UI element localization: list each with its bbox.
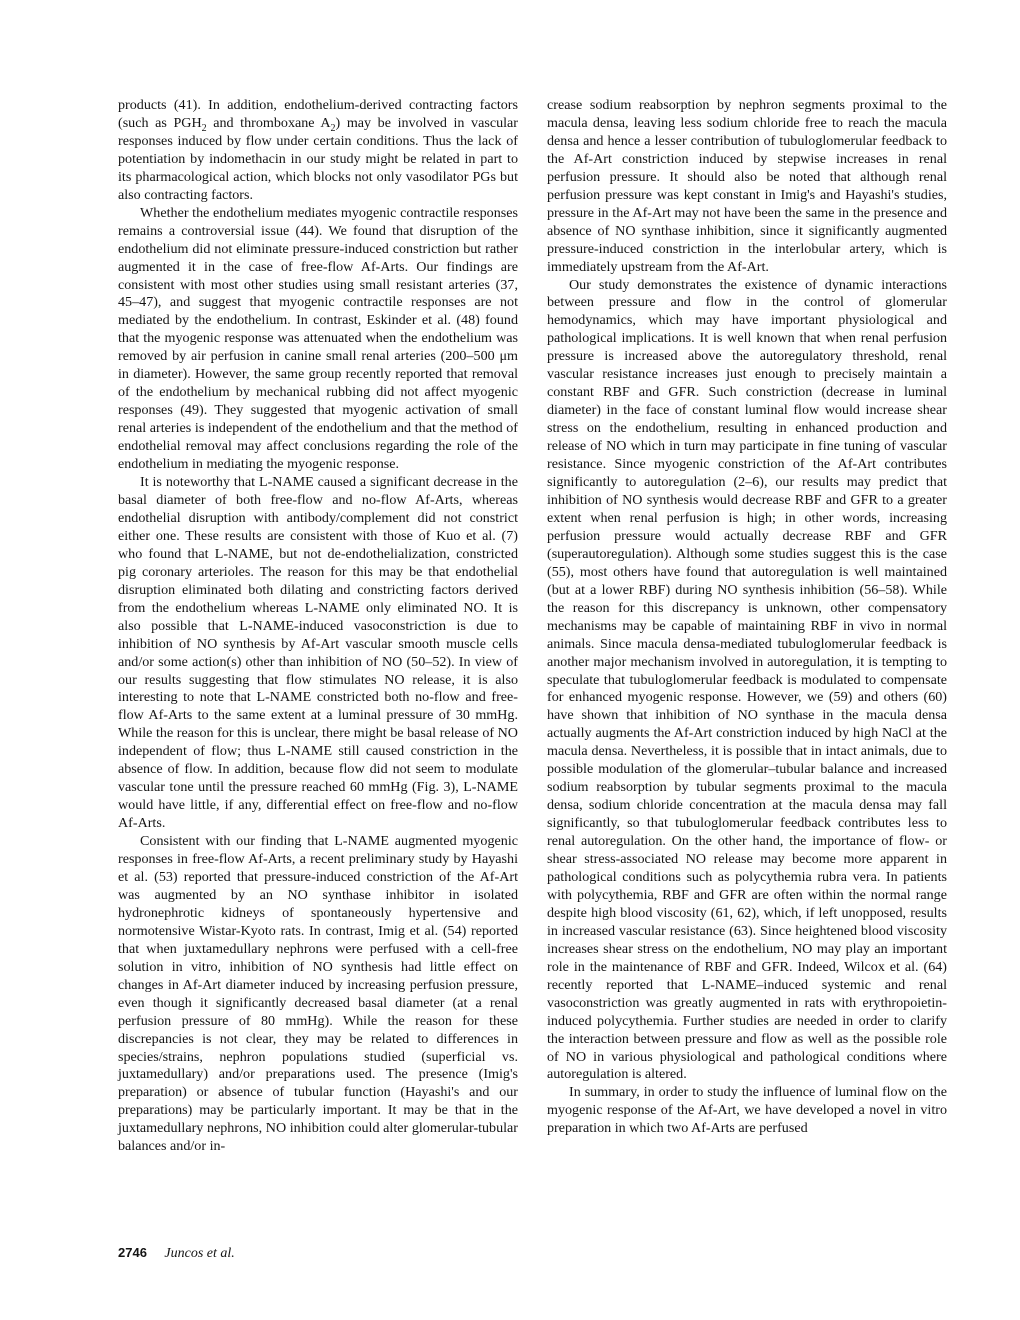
paragraph: Whether the endothelium mediates myogenic contractile responses remains a controversial issue (44). We found that disruption of the endothelium did not eliminate pressure-induced constriction but rather augmented it in the case of free-flow Af-Arts. Our findings are consistent with most other studies using small resistant arteries (37, 45–47), and suggest that myogenic contractile responses are not mediated by the endothelium. In contrast, Eskinder et al. (48) found that the myogenic response was attenuated when the endothelium was removed by air perfusion in canine small renal arteries (200–500 μm in diameter). However, the same group recently reported that removal of the endothelium by mechanical rubbing did not affect myogenic responses (49). They suggested that myogenic activation of small renal arteries is independent of the endothelium and that the method of endothelial removal may affect conclusions regarding the role of the endothelium in mediating the myogenic response. [118,204,518,473]
right-column [547,97,947,1138]
page-footer [118,1245,235,1262]
paragraph: It is noteworthy that L-NAME caused a significant decrease in the basal diameter of both free-flow and no-flow Af-Arts, whereas endothelial disruption with antibody/complement did not constrict either one. These results are consistent with those of Kuo et al. (7) who found that L-NAME, but not de-endothelialization, constricted pig coronary arterioles. The reason for this may be that endothelial disruption eliminated both dilating and constricting factors derived from the endothelium whereas L-NAME only eliminated NO. It is also possible that L-NAME-induced vasoconstriction is due to inhibition of NO synthesis by Af-Art vascular smooth muscle cells and/or some action(s) other than inhibition of NO (50–52). In view of our results suggesting that flow stimulates NO release, it is also interesting to note that L-NAME constricted both no-flow and free-flow Af-Arts to the same extent at a luminal pressure of 30 mmHg. While the reason for this is unclear, there might be basal release of NO independent of flow; thus L-NAME still caused constriction in the absence of flow. In addition, because flow did not seem to modulate vascular tone until the pressure reached 60 mmHg (Fig. 3), L-NAME would have little, if any, differential effect on free-flow and no-flow Af-Arts. [118,474,518,832]
left-column [118,97,518,1156]
paragraph: In summary, in order to study the influence of luminal flow on the myogenic response of the Af-Art, we have developed a novel in vitro preparation in which two Af-Arts are perfused [547,1084,947,1137]
paragraph: Consistent with our finding that L-NAME augmented myogenic responses in free-flow Af-Arts, a recent preliminary study by Hayashi et al. (53) reported that pressure-induced constriction of the Af-Art was augmented by an NO synthase inhibitor in isolated hydronephrotic kidneys of spontaneously hypertensive and normotensive Wistar-Kyoto rats. In contrast, Imig et al. (54) reported that when juxtamedullary nephrons were perfused with a cell-free solution in vitro, inhibition of NO synthesis had little effect on changes in Af-Art diameter induced by increasing perfusion pressure, even though it significantly decreased basal diameter (at a renal perfusion pressure of 80 mmHg). While the reason for these discrepancies is not clear, they may be related to differences in species/strains, nephron populations studied (superficial vs. juxtamedullary) and/or preparations used. The presence (Imig's preparation) or absence of tubular function (Hayashi's and our preparations) may be particularly important. It may be that in the juxtamedullary nephrons, NO inhibition could alter glomerular-tubular balances and/or in- [118,833,518,1155]
page-number: 2746 [118,1245,147,1260]
paragraph: products (41). In addition, endothelium-derived contracting factors (such as $PGH_2$ and thromboxane $A_2$) may be involved in vascular responses induced by flow under certain conditions. Thus the lack of potentiation by indomethacin in our study might be related in part to its pharmacological action, which blocks not only vasodilator PGs but also contracting factors. [118,97,518,203]
running-authors: Juncos et al. [164,1246,235,1261]
paragraph: Our study demonstrates the existence of dynamic interactions between pressure and flow in the control of glomerular hemodynamics, which may have important physiological and pathological implications. It is well known that when renal perfusion pressure is increased above the autoregulatory threshold, renal vascular resistance increases just enough to precisely maintain a constant RBF and GFR. Such constriction (decrease in luminal diameter) in the face of constant luminal flow would increase shear stress on the endothelium, resulting in enhanced production and release of NO which in turn may participate in fine tuning of vascular resistance. Since myogenic constriction of the Af-Art contributes significantly to autoregulation (2–6), our results may predict that inhibition of NO synthesis would decrease RBF and GFR to a greater extent when renal perfusion is high; in other words, increasing perfusion pressure would actually decrease RBF and GFR (superautoregulation). Although some studies suggest this is the case (55), most others have found that autoregulation is well maintained (but at a lower RBF) during NO synthesis inhibition (56–58). While the reason for this discrepancy is unknown, other compensatory mechanisms may be capable of maintaining RBF in vivo in normal animals. Since macula densa-mediated tubuloglomerular feedback is another major mechanism involved in autoregulation, it is tempting to speculate that tubuloglomerular feedback is modulated to compensate for enhanced myogenic response. However, we (59) and others (60) have shown that inhibition of NO synthase in the macula densa actually augments the Af-Art constriction induced by high NaCl at the macula densa. Nevertheless, it is possible that in intact animals, due to possible modulation of the glomerular–tubular balance and increased sodium reabsorption by tubular segments proximal to the macula densa, sodium chloride concentration at the macula densa may fall significantly, so that tubuloglomerular feedback contributes less to renal autoregulation. On the other hand, the importance of flow- or shear stress-associated NO release may become more apparent in pathological conditions such as polycythemia rubra vera. In patients with polycythemia, RBF and GFR are often within the normal range despite high blood viscosity (61, 62), which, if left unopposed, results in increased vascular resistance (63). Since heightened blood viscosity increases shear stress on the endothelium, NO may play an important role in the maintenance of RBF and GFR. Indeed, Wilcox et al. (64) recently reported that L-NAME–induced systemic and renal vasoconstriction was greatly augmented in rats with erythropoietin-induced polycythemia. Further studies are needed in order to clarify the interaction between pressure and flow as well as the possible role of NO in various physiological and pathological conditions where autoregulation is altered. [547,276,947,1083]
paragraph: crease sodium reabsorption by nephron segments proximal to the macula densa, leaving less sodium chloride free to reach the macula densa and hence a lesser contribution of tubuloglomerular feedback to the Af-Art constriction induced by stepwise increases in renal perfusion pressure. It should also be noted that although renal perfusion pressure was kept constant in Imig's and Hayashi's studies, pressure in the Af-Art may not have been the same in the presence and absence of NO synthase inhibition, since it significantly augmented pressure-induced constriction in the interlobular artery, which is immediately upstream from the Af-Art. [547,97,947,275]
